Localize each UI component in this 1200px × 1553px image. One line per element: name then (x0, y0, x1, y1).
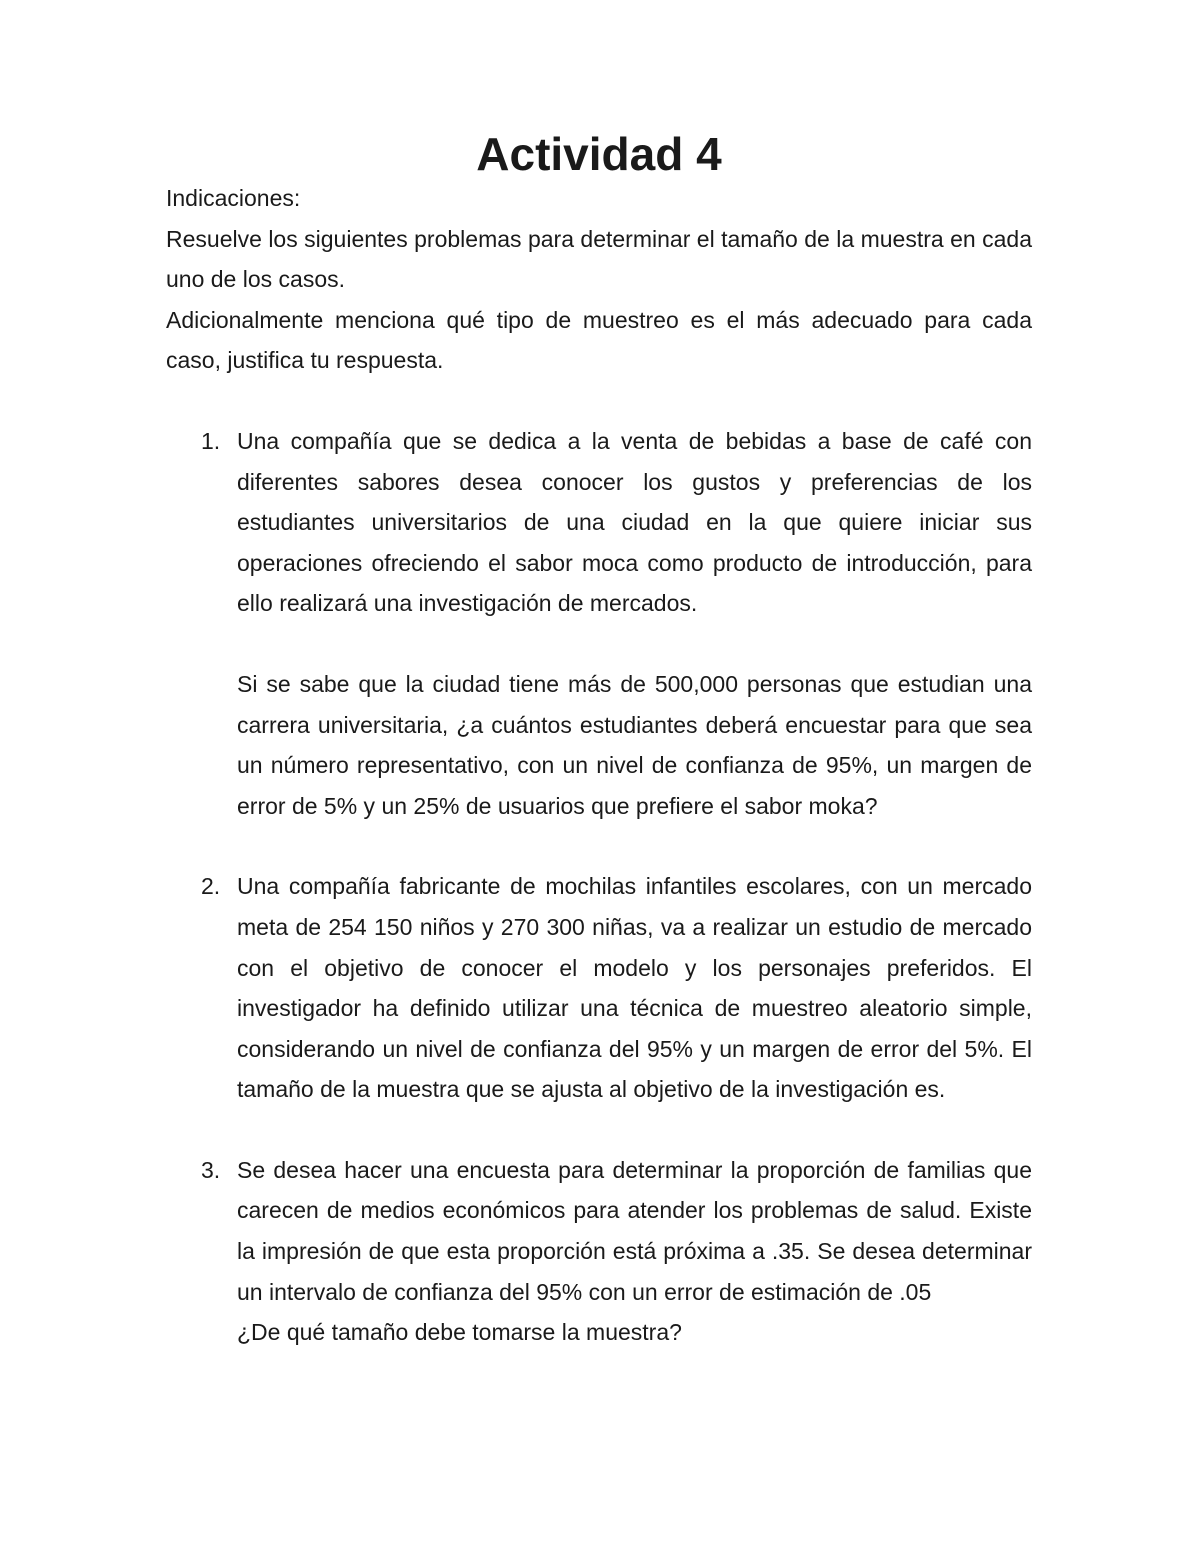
problem-number: 1. (201, 427, 221, 454)
problem-1-paragraph-1: Una compañía que se dedica a la venta de bebidas a base de café con diferentes sabores desea conocer los gustos y preferencias de los estudiantes universitarios de una ciudad en la que quiere iniciar sus operaciones ofreciendo el sabor moca como producto de introducción, para ello realizará una investigación de mercados. (237, 427, 1032, 617)
problem-number: 2. (201, 873, 221, 900)
section-spacer (166, 826, 1032, 866)
intro-paragraph-2: Adicionalmente menciona qué tipo de muestreo es el más adecuado para cada caso, justifica tu respuesta. (166, 306, 1032, 374)
problem-1-paragraph-2: Si se sabe que la ciudad tiene más de 500,000 personas que estudian una carrera universitaria, ¿a cuántos estudiantes deberá encuestar para que sea un número representativo, con un nivel de confianza de 95%, un margen de error de 5% y un 25% de usuarios que prefiere el sabor moka? (237, 670, 1032, 819)
paragraph-spacer (237, 624, 1032, 664)
problem-number: 3. (201, 1156, 221, 1183)
problem-item-1 (166, 421, 1032, 826)
problem-2-paragraph-1: Una compañía fabricante de mochilas infantiles escolares, con un mercado meta de 254 150 niños y 270 300 niñas, va a realizar un estudio de mercado con el objetivo de conocer el modelo y los personajes preferidos. El investigador ha definido utilizar una técnica de muestreo aleatorio simple, considerando un nivel de confianza del 95% y un margen de error del 5%. El tamaño de la muestra que se ajusta al objetivo de la investigación es. (237, 873, 1032, 1103)
indicaciones-label: Indicaciones: (166, 185, 301, 211)
intro-paragraph-1: Resuelve los siguientes problemas para determinar el tamaño de la muestra en cada uno de los casos. (166, 225, 1032, 293)
section-spacer (166, 381, 1032, 421)
problem-item-3 (166, 1150, 1032, 1353)
problem-item-2 (166, 866, 1032, 1110)
section-spacer (166, 1110, 1032, 1150)
problem-3-paragraph-1: Se desea hacer una encuesta para determinar la proporción de familias que carecen de medios económicos para atender los problemas de salud. Existe la impresión de que esta proporción está próxima a .35. Se desea determinar un intervalo de confianza del 95% con un error de estimación de .05 (237, 1156, 1032, 1305)
document-page (166, 128, 1032, 1353)
document-title: Actividad 4 (476, 128, 722, 180)
problem-3-question: ¿De qué tamaño debe tomarse la muestra? (237, 1319, 682, 1346)
